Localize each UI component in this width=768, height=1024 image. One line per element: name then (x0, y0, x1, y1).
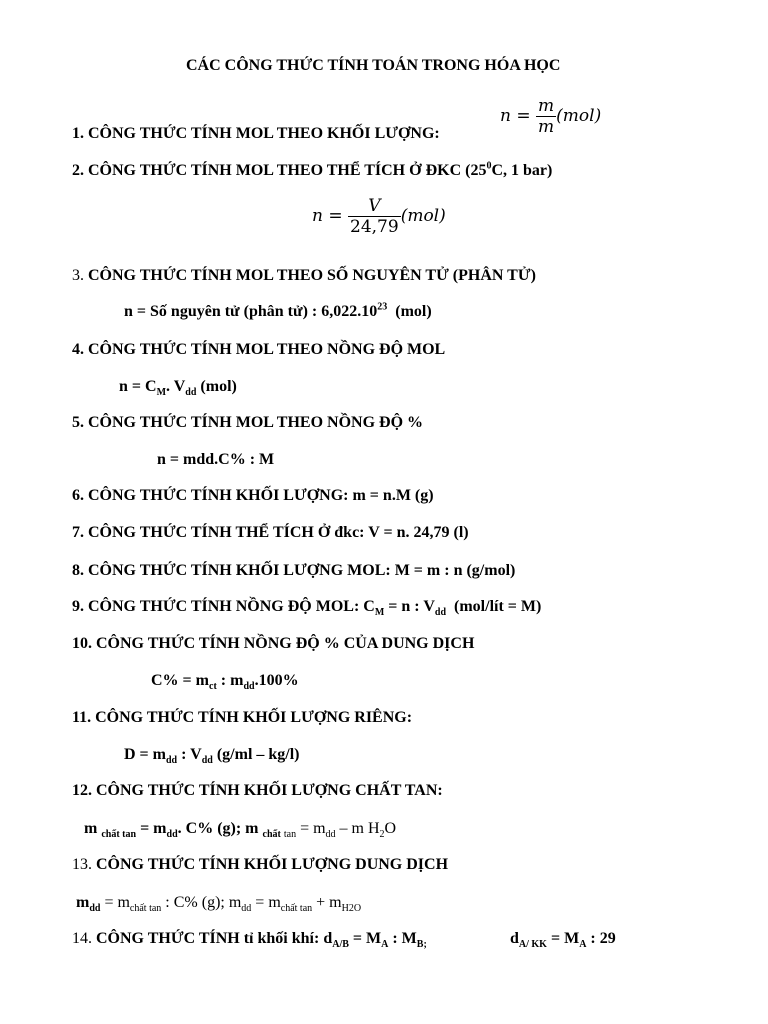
item-14-number: 14. (72, 930, 92, 947)
t: 9. CÔNG THỨC TÍNH NỒNG ĐỘ MOL: C (72, 598, 375, 615)
sub: chất tan (280, 903, 313, 915)
t: . V (166, 378, 186, 395)
sub: dd (185, 387, 197, 399)
t: CÔNG THỨC TÍNH tỉ khối khí: d (96, 930, 333, 947)
formula-3 (124, 302, 432, 322)
t: = m (296, 820, 326, 837)
sub: chất (262, 829, 281, 841)
sub: dd (434, 607, 447, 619)
item-2 (72, 161, 552, 181)
page-title: CÁC CÔNG THỨC TÍNH TOÁN TRONG HÓA HỌC (186, 57, 561, 74)
unit: (mol) (395, 303, 432, 320)
t: : M (388, 930, 417, 947)
numerator: m (538, 96, 555, 116)
item-13-number: 13. (72, 856, 92, 873)
sub: ct (209, 681, 217, 693)
t: D = m (124, 746, 166, 763)
t: m (76, 894, 90, 911)
sub: dd (325, 829, 336, 841)
fraction (536, 96, 556, 137)
unit: (mol) (400, 206, 446, 226)
t: = M (348, 930, 382, 947)
sub: dd (89, 903, 101, 915)
t: : m (216, 672, 244, 689)
t: . C% (g); m (177, 820, 259, 837)
t: m (84, 820, 98, 837)
t: n = C (119, 378, 157, 395)
sub: dd (166, 755, 178, 767)
item-1: 1. CÔNG THỨC TÍNH MOL THEO KHỐI LƯỢNG: (72, 125, 440, 142)
item-4: 4. CÔNG THỨC TÍNH MOL THEO NỒNG ĐỘ MOL (72, 341, 446, 358)
t: – m H (335, 820, 380, 837)
formula-n: n = (500, 106, 531, 126)
formula-mol-mass (500, 96, 601, 137)
sub: chất tan (129, 903, 162, 915)
sub: A (579, 939, 587, 951)
sub: M (374, 607, 385, 619)
t: : 29 (586, 930, 616, 947)
formula-n: n = (312, 206, 343, 226)
sub: A/B (332, 939, 349, 951)
t: O (384, 820, 397, 837)
item-9 (72, 597, 541, 617)
sub: A/ KK (518, 939, 547, 951)
denominator: 24,79 (350, 217, 399, 237)
item-3-text: CÔNG THỨC TÍNH MOL THEO SỐ NGUYÊN TỬ (PHÂN TỬ) (88, 267, 536, 284)
sub: dd (241, 903, 252, 915)
item-3 (72, 266, 536, 286)
sub: 2 (379, 829, 385, 841)
t: = m (136, 820, 167, 837)
sub: M (156, 387, 167, 399)
sub: chất tan (101, 829, 137, 841)
item-14 (72, 929, 427, 949)
item-3-number: 3. (72, 267, 84, 284)
item-8: 8. CÔNG THỨC TÍNH KHỐI LƯỢNG MOL: M = m : n (g/mol) (72, 562, 516, 579)
formula-13 (76, 893, 361, 913)
t: C% = m (151, 672, 209, 689)
formula-10 (151, 671, 299, 691)
unit: (mol) (556, 106, 602, 126)
item-12: 12. CÔNG THỨC TÍNH KHỐI LƯỢNG CHẤT TAN: (72, 782, 443, 799)
sub: H2O (341, 903, 362, 915)
sub: tan (283, 829, 297, 841)
item-13 (72, 855, 448, 875)
item-11: 11. CÔNG THỨC TÍNH KHỐI LƯỢNG RIÊNG: (72, 709, 413, 726)
t: : V (177, 746, 202, 763)
item-10: 10. CÔNG THỨC TÍNH NỒNG ĐỘ % CỦA DUNG DỊCH (72, 635, 475, 652)
t: : C% (g); m (161, 894, 242, 911)
t: = n : V (384, 598, 435, 615)
formula-mol-volume (312, 196, 446, 237)
exponent: 23 (377, 301, 388, 313)
sub: B; (416, 939, 427, 951)
item-13-text: CÔNG THỨC TÍNH KHỐI LƯỢNG DUNG DỊCH (96, 856, 449, 873)
t: (g/ml – kg/l) (212, 746, 300, 763)
degree-sup: 0 (486, 160, 492, 172)
t: + m (312, 894, 342, 911)
item-6: 6. CÔNG THỨC TÍNH KHỐI LƯỢNG: m = n.M (g) (72, 487, 434, 504)
sub: dd (243, 681, 255, 693)
t: = m (251, 894, 281, 911)
formula-3-text: n = Số nguyên tử (phân tử) : 6,022.10 (124, 303, 378, 320)
sub: dd (166, 829, 178, 841)
fraction (348, 196, 401, 237)
formula-5: n = mdd.C% : M (157, 451, 275, 468)
sub: dd (201, 755, 213, 767)
t: = M (546, 930, 580, 947)
item-5: 5. CÔNG THỨC TÍNH MOL THEO NỒNG ĐỘ % (72, 414, 424, 431)
t: = m (100, 894, 130, 911)
denominator: m (538, 117, 555, 137)
formula-12 (84, 819, 396, 839)
item-2-text-b: C, 1 bar) (491, 162, 553, 179)
unit: (mol) (200, 378, 237, 395)
formula-4 (119, 377, 237, 397)
t: .100% (254, 672, 299, 689)
item-2-text-a: 2. CÔNG THỨC TÍNH MOL THEO THỂ TÍCH Ở ĐKC (25 (72, 162, 487, 179)
item-14-second-formula (510, 929, 616, 949)
sub: A (381, 939, 389, 951)
unit: (mol/lít = M) (454, 598, 542, 615)
formula-11 (124, 745, 300, 765)
item-7: 7. CÔNG THỨC TÍNH THỂ TÍCH Ở đkc: V = n. 24,79 (l) (72, 524, 469, 541)
numerator: V (368, 196, 381, 216)
t: d (510, 930, 519, 947)
